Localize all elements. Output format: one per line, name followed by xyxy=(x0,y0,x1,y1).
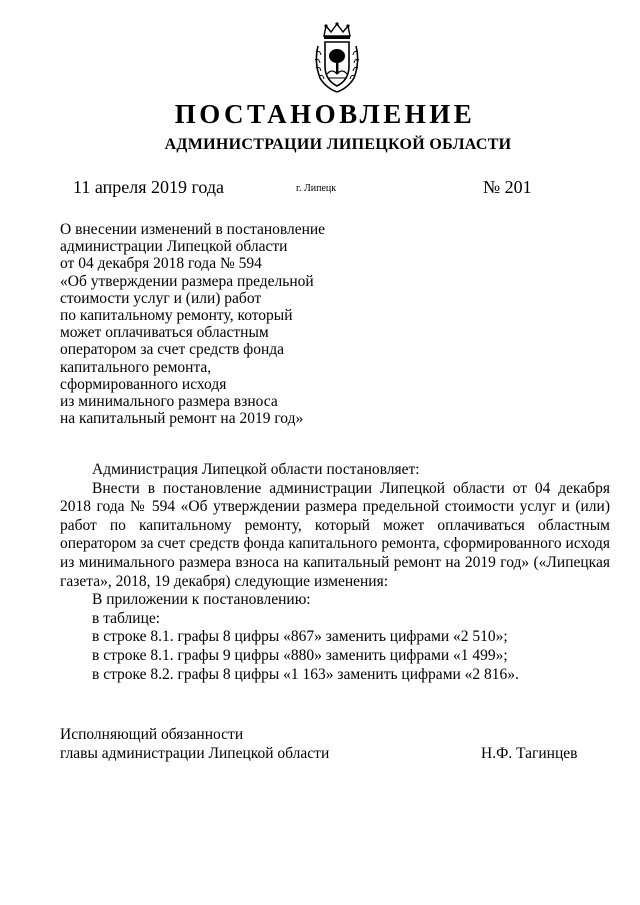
body-change-item: в строке 8.1. графы 9 цифры «880» заменить цифрами «1 499»; xyxy=(92,646,508,664)
body-main-paragraph: Внести в постановление администрации Липецкой области от 04 декабря 2018 года № 594 «Об утверждении размера предельной стоимости услуг и (или) работ по капитальному ремонту, который может оплачиваться областным оператором за счет средств фонда капитального ремонта, сформированного исходя из минимального размера взноса на капитальный ремонт на 2019 год» («Липецкая газета», 2018, 19 декабря) следующие изменения: xyxy=(60,479,610,590)
heading-line: «Об утверждении размера предельной xyxy=(60,272,314,290)
signature-position-line xyxy=(60,745,610,764)
document-heading xyxy=(60,221,380,427)
body-change-item: в строке 8.1. графы 8 цифры «867» заменить цифрами «2 510»; xyxy=(92,628,508,646)
heading-line: от 04 декабря 2018 года № 594 xyxy=(60,255,262,273)
document-title: ПОСТАНОВЛЕНИЕ xyxy=(174,99,476,129)
document-body xyxy=(60,461,610,684)
heading-line: О внесении изменений в постановление xyxy=(60,221,326,238)
heading-line: оператором за счет средств фонда xyxy=(60,341,285,359)
lipetsk-region-coat-of-arms-icon xyxy=(312,22,362,94)
heading-line: стоимости услуг и (или) работ xyxy=(60,289,262,307)
signature-position: Исполняющий обязанности xyxy=(60,726,244,743)
document-subtitle: АДМИНИСТРАЦИИ ЛИПЕЦКОЙ ОБЛАСТИ xyxy=(164,136,512,153)
body-table-line: в таблице: xyxy=(92,609,161,627)
document-number: № 201 xyxy=(483,177,532,197)
signature-position: главы администрации Липецкой области xyxy=(60,744,330,762)
body-intro: Администрация Липецкой области постановляет: xyxy=(92,461,420,478)
heading-line: капитального ремонта, xyxy=(60,358,212,376)
signer-name: Н.Ф. Тагинцев xyxy=(481,744,578,762)
heading-line: из минимального размера взноса xyxy=(60,393,278,411)
document-city: г. Липецк xyxy=(296,183,337,194)
heading-line: сформированного исходя xyxy=(60,375,227,393)
heading-line: может оплачиваться областным xyxy=(60,324,269,342)
body-appendix-line: В приложении к постановлению: xyxy=(92,591,311,609)
body-change-item: в строке 8.2. графы 8 цифры «1 163» заменить цифрами «2 816». xyxy=(92,665,519,683)
signature-position-line xyxy=(60,726,610,745)
heading-line: администрации Липецкой области xyxy=(60,238,288,256)
heading-line: по капитальному ремонту, который xyxy=(60,307,293,325)
signature-block xyxy=(60,726,610,763)
document-date: 11 апреля 2019 года xyxy=(73,177,225,197)
heading-line: на капитальный ремонт на 2019 год» xyxy=(60,410,304,428)
